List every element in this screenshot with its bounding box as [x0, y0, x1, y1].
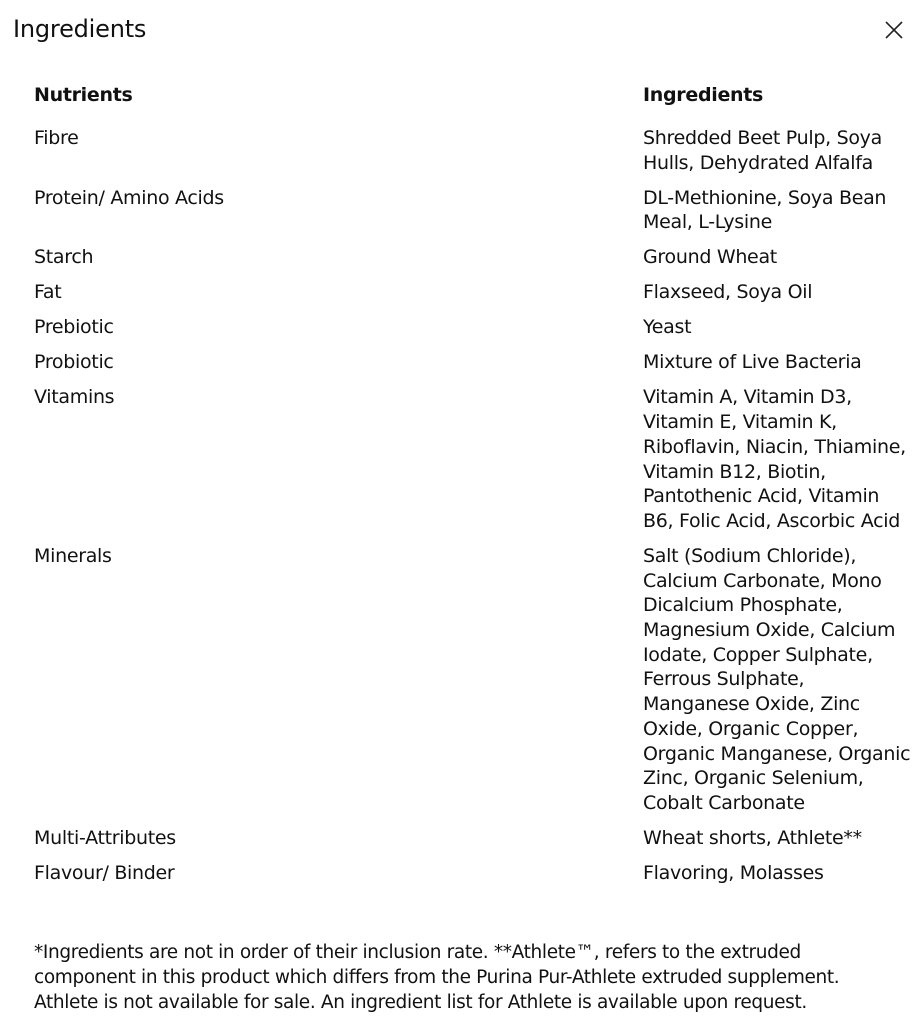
- ingredients-cell: Vitamin A, Vitamin D3, Vitamin E, Vitamin K, Riboflavin, Niacin, Thiamine, Vitamin B12, Biotin, Pantothenic Acid, Vitamin B6, Folic Acid, Ascorbic Acid: [643, 386, 906, 532]
- table-row: [34, 826, 914, 851]
- nutrient-cell: Flavour/ Binder: [34, 861, 175, 884]
- ingredients-cell: Ground Wheat: [643, 246, 777, 269]
- nutrient-cell: Fibre: [34, 127, 79, 149]
- table-row: [34, 280, 914, 305]
- ingredients-cell: Flavoring, Molasses: [643, 861, 824, 884]
- nutrient-cell: Vitamins: [34, 386, 115, 409]
- close-button[interactable]: [880, 16, 908, 44]
- ingredients-cell: Yeast: [643, 316, 692, 339]
- modal-header: [0, 0, 922, 62]
- nutrient-cell: Prebiotic: [34, 316, 114, 339]
- footnote: *Ingredients are not in order of their inclusion rate. **Athlete™, refers to the extruded component in this product which differs from the Purina Pur-Athlete extruded supplement. Athlete is not available for sale. An ingredient list for Athlete is available upon request.: [34, 942, 840, 1013]
- nutrient-cell: Multi-Attributes: [34, 826, 176, 849]
- column-header-ingredients: Ingredients: [643, 84, 764, 106]
- ingredients-table: [34, 78, 914, 896]
- nutrient-cell: Minerals: [34, 544, 112, 567]
- table-row: [34, 385, 914, 533]
- ingredients-cell: Flaxseed, Soya Oil: [643, 281, 813, 304]
- column-header-nutrients: Nutrients: [34, 84, 133, 106]
- ingredients-cell: Shredded Beet Pulp, Soya Hulls, Dehydrated Alfalfa: [643, 127, 882, 174]
- modal-title: Ingredients: [13, 15, 147, 43]
- table-row: [34, 245, 914, 270]
- ingredients-cell: Wheat shorts, Athlete**: [643, 826, 862, 849]
- ingredients-cell: Mixture of Live Bacteria: [643, 351, 862, 374]
- nutrient-cell: Protein/ Amino Acids: [34, 186, 224, 209]
- nutrient-cell: Starch: [34, 246, 94, 269]
- ingredients-cell: DL-Methionine, Soya Bean Meal, L-Lysine: [643, 186, 887, 234]
- table-row: [34, 544, 914, 816]
- close-icon: [884, 20, 904, 40]
- table-row: [34, 861, 914, 886]
- nutrient-cell: Probiotic: [34, 351, 114, 374]
- table-row: [34, 186, 914, 235]
- table-header-row: [34, 78, 914, 126]
- table-row: [34, 315, 914, 340]
- table-row: [34, 350, 914, 375]
- table-row: [34, 126, 914, 175]
- nutrient-cell: Fat: [34, 281, 62, 304]
- ingredients-cell: Salt (Sodium Chloride), Calcium Carbonate, Mono Dicalcium Phosphate, Magnesium Oxide, Calcium Iodate, Copper Sulphate, Ferrous Sulphate, Manganese Oxide, Zinc Oxide, Organic Copper, Organic Manganese, Organic Zinc, Organic Selenium, Cobalt Carbonate: [643, 544, 911, 814]
